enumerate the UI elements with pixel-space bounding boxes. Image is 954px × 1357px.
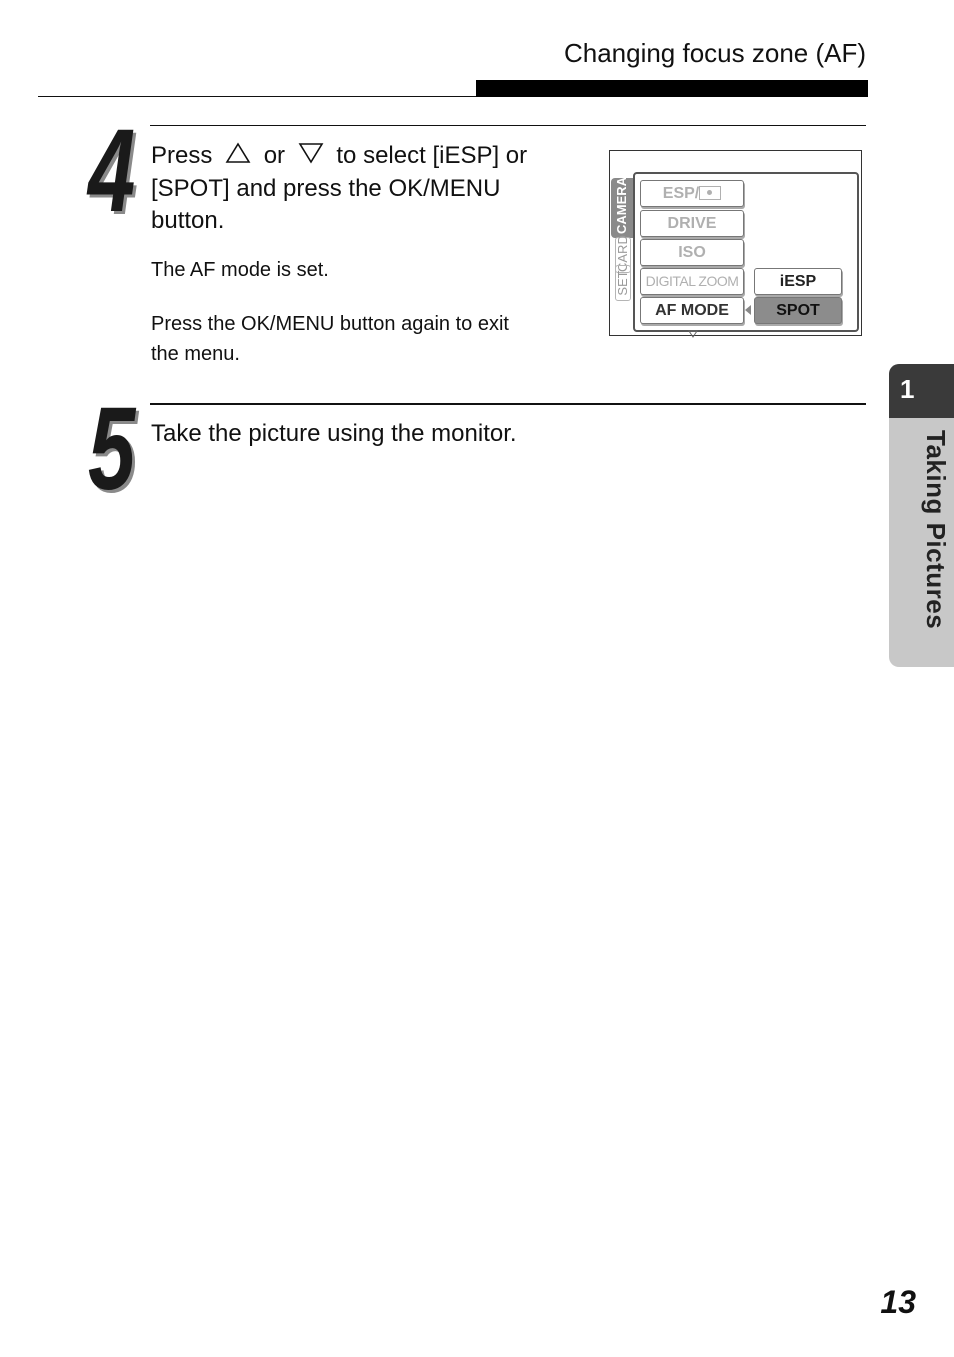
instruction-or: or xyxy=(263,142,286,169)
header-bar xyxy=(476,80,868,97)
option-spot: SPOT xyxy=(754,297,842,324)
instruction-select: to select [iESP] or xyxy=(336,142,528,169)
menu-item-esp-label: ESP/ xyxy=(662,185,700,202)
set-tab-label: SET xyxy=(615,265,631,301)
step-4-instruction xyxy=(151,140,591,237)
step-5-instruction: Take the picture using the monitor. xyxy=(151,420,517,447)
chapter-number: 1 xyxy=(900,374,915,404)
page-number: 13 xyxy=(880,1284,916,1320)
submenu-pointer-icon xyxy=(745,305,751,315)
chapter-number-box xyxy=(889,364,954,418)
step-5-divider xyxy=(150,403,866,405)
note-exit-line-1: Press the OK/MENU button again to exit xyxy=(151,313,509,335)
section-title: Changing focus zone (AF) xyxy=(563,38,866,68)
scroll-down-icon xyxy=(688,325,698,343)
menu-item-digital-zoom: DIGITAL ZOOM xyxy=(640,268,744,295)
step-number-5: 5 xyxy=(88,383,133,515)
menu-item-iso: ISO xyxy=(640,239,744,266)
option-iesp: iESP xyxy=(754,268,842,295)
menu-item-af-mode: AF MODE xyxy=(640,297,744,324)
step-4-note-exit xyxy=(151,309,591,369)
step-4-divider xyxy=(150,125,866,126)
header-divider xyxy=(38,96,478,97)
note-exit-line-2: the menu. xyxy=(151,343,240,365)
instruction-line-2: [SPOT] and press the OK/MENU xyxy=(151,174,501,202)
down-arrow-icon xyxy=(298,141,324,173)
spot-metering-icon xyxy=(699,186,721,200)
step-4-note-af-set: The AF mode is set. xyxy=(151,259,329,281)
menu-item-drive: DRIVE xyxy=(640,210,744,237)
camera-tab-label: CAMERA xyxy=(614,176,629,234)
card-tab-label: CARD xyxy=(615,235,630,272)
menu-item-esp xyxy=(640,180,744,207)
instruction-press: Press xyxy=(151,142,213,169)
instruction-line-3: button. xyxy=(151,206,225,234)
step-number-4: 4 xyxy=(88,105,133,237)
up-arrow-icon xyxy=(225,141,251,173)
chapter-label: Taking Pictures xyxy=(921,430,951,630)
